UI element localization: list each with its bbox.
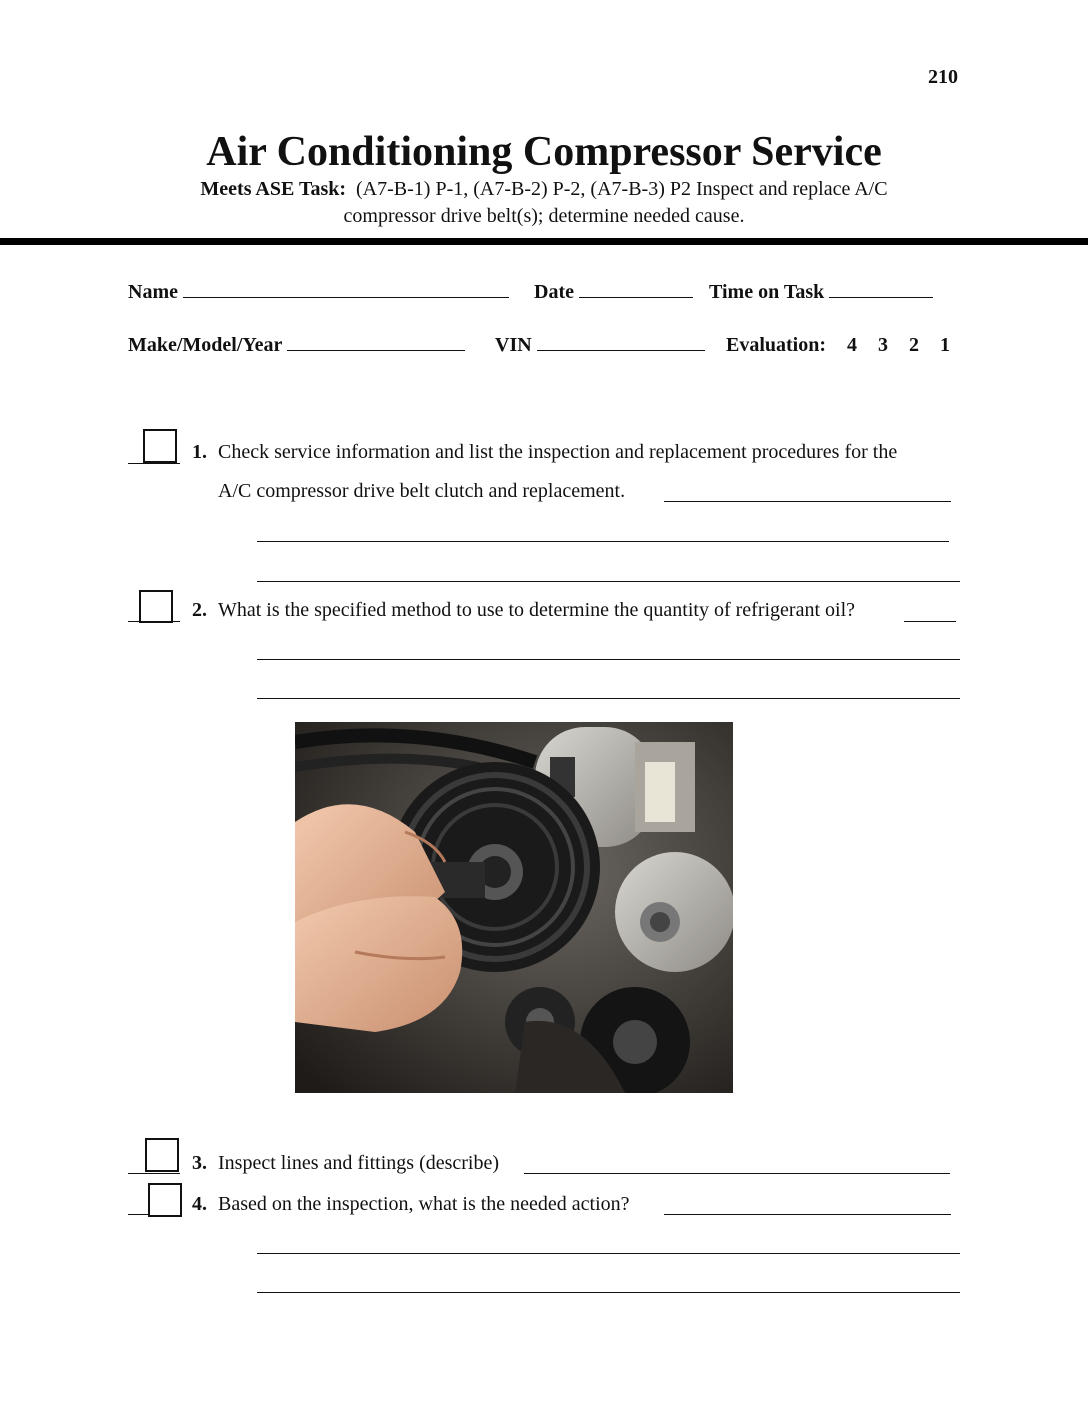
make-model-year-input-line[interactable] bbox=[287, 336, 465, 351]
time-on-task-input-line[interactable] bbox=[829, 283, 933, 298]
vin-field[interactable] bbox=[495, 334, 705, 357]
q1-answer-line[interactable] bbox=[664, 501, 951, 502]
q4-checkbox[interactable] bbox=[148, 1183, 182, 1217]
q1-answer-line[interactable] bbox=[257, 541, 949, 542]
q2-answer-line[interactable] bbox=[257, 698, 960, 699]
q1-text-line-1: Check service information and list the inspection and replacement procedures for the bbox=[218, 441, 898, 463]
ase-task-label: Meets ASE Task: bbox=[200, 178, 347, 200]
q4-answer-line[interactable] bbox=[664, 1214, 951, 1215]
evaluation-label: Evaluation: bbox=[726, 334, 827, 356]
q1-answer-line[interactable] bbox=[257, 581, 960, 582]
name-input-line[interactable] bbox=[183, 283, 509, 298]
q2-answer-line[interactable] bbox=[257, 659, 960, 660]
q3-number: 3. bbox=[192, 1152, 207, 1174]
evaluation-score-1[interactable]: 1 bbox=[940, 334, 951, 356]
q3-text: Inspect lines and fittings (describe) bbox=[218, 1152, 500, 1174]
q4-answer-line[interactable] bbox=[257, 1253, 960, 1254]
header-divider bbox=[0, 238, 1088, 245]
compressor-clutch-photo bbox=[295, 722, 733, 1093]
q1-checkbox[interactable] bbox=[143, 429, 177, 463]
evaluation-score-2[interactable]: 2 bbox=[909, 334, 920, 356]
ase-task-line-2: compressor drive belt(s); determine needed cause. bbox=[343, 205, 745, 227]
date-input-line[interactable] bbox=[579, 283, 693, 298]
time-on-task-field[interactable] bbox=[709, 281, 933, 304]
page-number: 210 bbox=[928, 66, 958, 88]
q1-number: 1. bbox=[192, 441, 207, 463]
time-on-task-label: Time on Task bbox=[709, 281, 825, 303]
q3-checkbox[interactable] bbox=[145, 1138, 179, 1172]
q2-checkbox[interactable] bbox=[139, 590, 173, 623]
page-title: Air Conditioning Compressor Service bbox=[206, 129, 882, 175]
q1-text-line-2: A/C compressor drive belt clutch and replacement. bbox=[218, 480, 626, 502]
evaluation-score-4[interactable]: 4 bbox=[847, 334, 858, 356]
name-label: Name bbox=[128, 281, 178, 303]
name-field[interactable] bbox=[128, 281, 509, 304]
q1-check-line bbox=[128, 463, 180, 464]
q4-number: 4. bbox=[192, 1193, 207, 1215]
q2-number: 2. bbox=[192, 599, 207, 621]
q2-text: What is the specified method to use to determine the quantity of refrigerant oil? bbox=[218, 599, 856, 621]
evaluation-field bbox=[726, 334, 950, 357]
vin-input-line[interactable] bbox=[537, 336, 705, 351]
q2-answer-line[interactable] bbox=[904, 621, 956, 622]
q3-check-line bbox=[128, 1173, 180, 1174]
date-field[interactable] bbox=[534, 281, 693, 304]
q4-answer-line[interactable] bbox=[257, 1292, 960, 1293]
make-model-year-field[interactable] bbox=[128, 334, 465, 357]
evaluation-score-3[interactable]: 3 bbox=[878, 334, 889, 356]
date-label: Date bbox=[534, 281, 574, 303]
ase-task-text: (A7-B-1) P-1, (A7-B-2) P-2, (A7-B-3) P2 Inspect and replace A/C bbox=[356, 178, 888, 200]
make-model-year-label: Make/Model/Year bbox=[128, 334, 283, 356]
q3-answer-line[interactable] bbox=[524, 1173, 950, 1174]
q4-text: Based on the inspection, what is the needed action? bbox=[218, 1193, 630, 1215]
ase-task-line-1 bbox=[0, 178, 1088, 201]
vin-label: VIN bbox=[495, 334, 532, 356]
